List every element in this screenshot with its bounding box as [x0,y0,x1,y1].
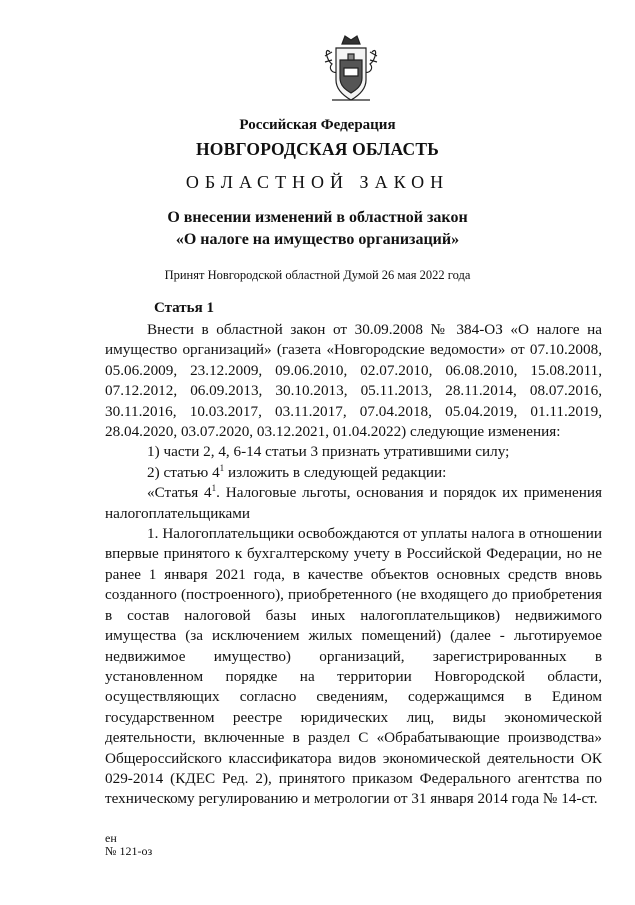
country-name: Российская Федерация [239,117,396,133]
new-article-heading: «Статья $4^1$. Налоговые льготы, основания и порядок их применения налогоплательщиками [105,483,602,522]
document-type: ОБЛАСТНОЙ ЗАКОН [185,172,450,192]
amendment-item-2: 2) статью $4^1$ изложить в следующей редакции: [147,462,447,481]
adoption-note: Принят Новгородской областной Думой 26 мая 2022 года [164,268,471,282]
point-1-paragraph: 1. Налогоплательщики освобождаются от уплаты налога в отношении впервые принятого к бухгалтерскому учету в Российской Федерации, но не ранее 1 января 2021 года, в качестве объектов основных средств вновь созданного (построенного), приобретенного (не входящего до приобретения в состав налоговой базы иных налогоплательщиков) недвижимого имущества (за исключением жилых помещений) (далее - льготируемое недвижимое имущество) организаций, зарегистрированных в установленном порядке на территории Новгородской области, осуществляющих согласно сведениям, содержащимся в Едином государственном реестре юридических лиц, виды экономической деятельности, включенные в раздел С «Обрабатывающие производства» Общероссийского классификатора видов экономической деятельности ОК 029-2014 (КДЕС Ред. 2), принятого приказом Федерального агентства по техническому регулированию и метрологии от 31 января 2014 года № 14-ст. [105,525,602,808]
footer-law-number: № 121-оз [105,844,153,858]
article-heading: Статья 1 [154,300,214,316]
intro-paragraph: Внести в областной закон от 30.09.2008 № 384-ОЗ «О налоге на имущество организаций» (газета «Новгородские ведомости» от 07.10.2008, 05.06.2009, 23.12.2009, 09.06.2010, 02.07.2010, 06.08.2010, 15.08.2011, 07.12.2012, 06.09.2013, 30.10.2013, 05.11.2013, 28.11.2014, 08.07.2016, 30.11.2016, 10.03.2017, 03.11.2017, 07.04.2018, 05.04.2019, 01.11.2019, 28.04.2020, 03.07.2020, 03.12.2021, 01.04.2022) следующие изменения: [105,321,602,441]
law-title [0,207,635,251]
law-title-line-1: О внесении изменений в областной закон [167,209,468,226]
region-name: НОВГОРОДСКАЯ ОБЛАСТЬ [196,139,439,159]
coat-of-arms-icon [322,30,380,106]
law-body [105,320,602,810]
footer-initials: ен [105,831,117,845]
law-title-line-2: «О налоге на имущество организаций» [175,231,460,248]
document-footer [105,832,152,858]
amendment-item-1: 1) части 2, 4, 6-14 статьи 3 признать утратившими силу; [147,443,510,461]
